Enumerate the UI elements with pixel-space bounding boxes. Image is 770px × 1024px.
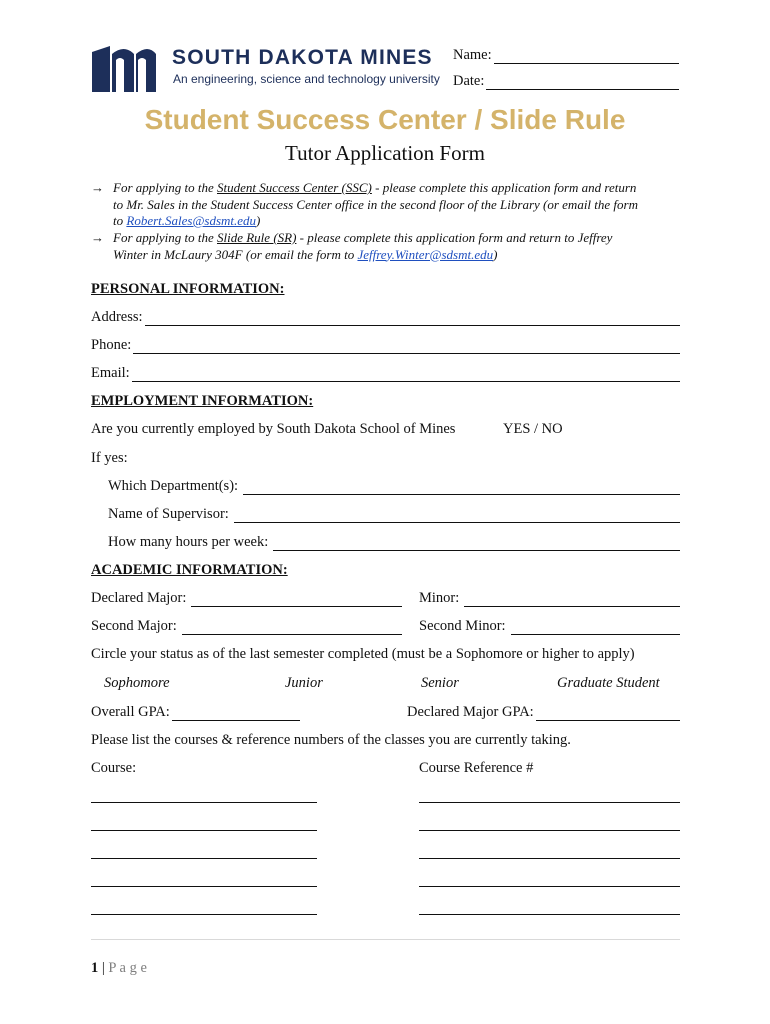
brand-tagline: An engineering, science and technology university (173, 72, 440, 86)
second-minor-field[interactable] (419, 618, 680, 635)
name-label: Name: (453, 47, 492, 63)
course-input-4[interactable] (91, 886, 317, 887)
course-column-label: Course: (91, 760, 137, 776)
name-field[interactable] (453, 47, 679, 64)
course-ref-input-5[interactable] (419, 914, 680, 915)
arrow-icon: → (91, 180, 104, 195)
instruction-ssc-line2: to Mr. Sales in the Student Success Center office in the second floor of the Library (or email the form (113, 196, 638, 212)
instruction-ssc-line3-pre: to (113, 213, 127, 228)
page-footer (91, 943, 147, 977)
supervisor-label: Name of Supervisor: (108, 506, 229, 522)
departments-field[interactable] (108, 478, 680, 495)
instruction-sr-mid: - please complete this application form and return to Jeffrey (296, 230, 613, 245)
page-number: 1 (91, 960, 99, 976)
employment-yes-no[interactable]: YES / NO (503, 421, 563, 437)
course-ref-input-3[interactable] (419, 858, 680, 859)
brand-name: SOUTH DAKOTA MINES (172, 46, 433, 69)
email-field[interactable] (91, 365, 680, 382)
course-reference-column-label: Course Reference # (419, 760, 534, 776)
second-major-label: Second Major: (91, 618, 177, 634)
instruction-sr-line2-post: ) (493, 246, 498, 262)
hours-label: How many hours per week: (108, 534, 269, 550)
form-subtitle: Tutor Application Form (285, 141, 485, 165)
course-ref-input-2[interactable] (419, 830, 680, 831)
arrow-icon: → (91, 230, 104, 245)
page-title: Student Success Center / Slide Rule (144, 104, 626, 135)
major-gpa-field[interactable] (407, 704, 680, 721)
second-minor-label: Second Minor: (419, 618, 506, 634)
employment-info-heading: EMPLOYMENT INFORMATION: (91, 393, 314, 409)
address-label: Address: (91, 309, 143, 325)
date-field[interactable] (453, 73, 679, 90)
course-input-2[interactable] (91, 830, 317, 831)
declared-major-field[interactable] (91, 590, 402, 607)
minor-field[interactable] (419, 590, 680, 607)
footer-divider (91, 939, 680, 940)
status-option-graduate[interactable]: Graduate Student (557, 675, 660, 691)
instruction-sr-line2-pre: Winter in McLaury 304F (or email the form to (113, 246, 358, 262)
status-option-junior[interactable]: Junior (285, 675, 323, 691)
declared-major-label: Declared Major: (91, 590, 187, 606)
email-label: Email: (91, 365, 130, 381)
personal-info-heading: PERSONAL INFORMATION: (91, 281, 285, 297)
phone-field[interactable] (91, 337, 680, 354)
hours-field[interactable] (108, 534, 680, 551)
instruction-ssc-mid: - please complete this application form and return (371, 180, 637, 195)
mines-m-icon (90, 44, 160, 94)
instruction-ssc-line3-post: ) (256, 213, 261, 228)
robert-sales-email-link[interactable]: Robert.Sales@sdsmt.edu (126, 213, 257, 228)
major-gpa-label: Declared Major GPA: (407, 704, 534, 720)
phone-label: Phone: (91, 337, 132, 353)
ssc-link[interactable]: Student Success Center (SSC) (217, 180, 372, 195)
course-input-3[interactable] (91, 858, 317, 859)
second-major-field[interactable] (91, 618, 402, 635)
overall-gpa-label: Overall GPA: (91, 704, 170, 720)
slide-rule-link[interactable]: Slide Rule (SR) (217, 230, 297, 245)
instruction-ssc-pre: For applying to the (113, 180, 217, 195)
academic-info-heading: ACADEMIC INFORMATION: (91, 562, 288, 578)
course-input-1[interactable] (91, 802, 317, 803)
course-ref-input-4[interactable] (419, 886, 680, 887)
page-word: P a g e (108, 960, 147, 976)
instruction-sr-pre: For applying to the (113, 230, 217, 245)
supervisor-field[interactable] (108, 506, 680, 523)
status-prompt: Circle your status as of the last semester completed (must be a Sophomore or higher to apply) (91, 646, 635, 662)
departments-label: Which Department(s): (108, 478, 239, 494)
courses-prompt: Please list the courses & reference numbers of the classes you are currently taking. (91, 732, 571, 748)
jeffrey-winter-email-link[interactable]: Jeffrey.Winter@sdsmt.edu (357, 246, 494, 262)
address-field[interactable] (91, 309, 680, 326)
university-logo (90, 44, 160, 94)
course-ref-input-1[interactable] (419, 802, 680, 803)
overall-gpa-field[interactable] (91, 704, 300, 721)
status-option-senior[interactable]: Senior (421, 675, 459, 691)
course-input-5[interactable] (91, 914, 317, 915)
employment-question: Are you currently employed by South Dakota School of Mines (91, 421, 456, 437)
date-label: Date: (453, 73, 485, 89)
status-option-sophomore[interactable]: Sophomore (104, 675, 170, 691)
if-yes-label: If yes: (91, 450, 128, 466)
page-separator: | (98, 960, 109, 976)
minor-label: Minor: (419, 590, 460, 606)
